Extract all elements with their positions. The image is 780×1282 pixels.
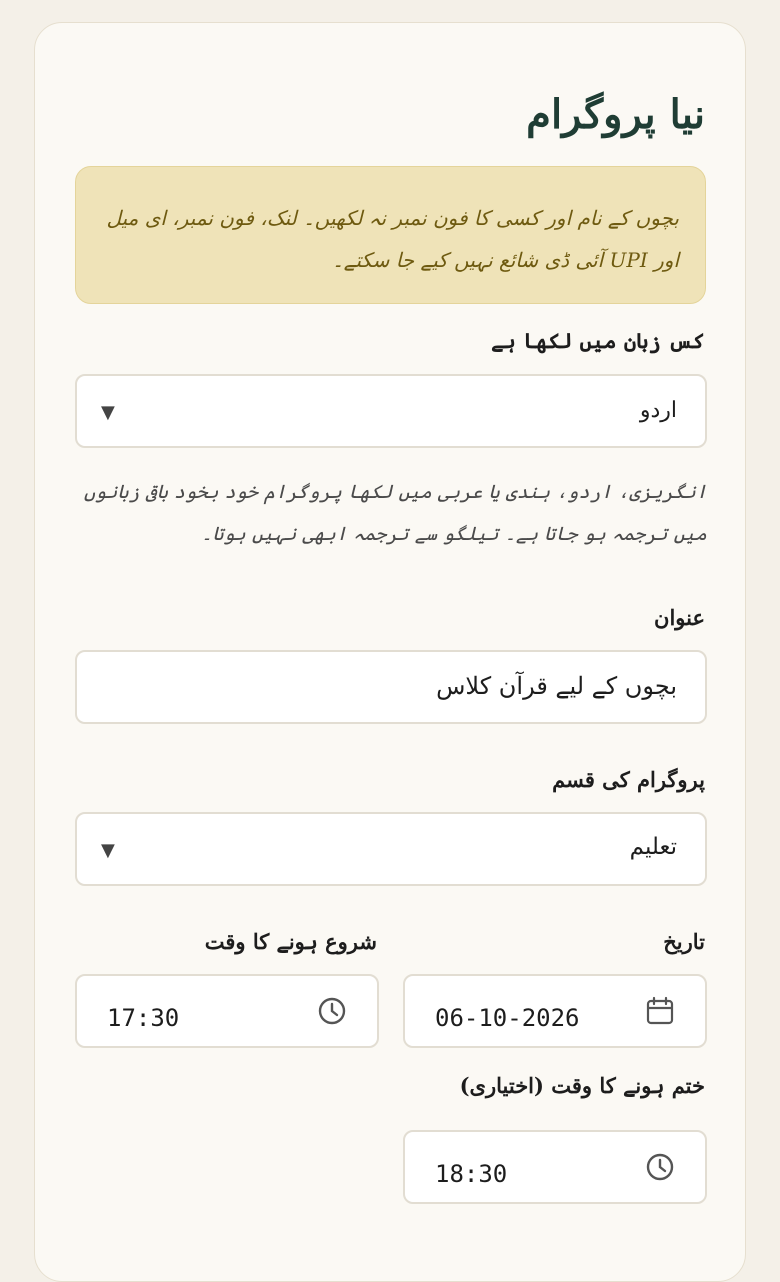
category-selected-value: تعلیم — [629, 834, 677, 860]
end-time-input[interactable] — [403, 1130, 707, 1204]
language-select[interactable] — [75, 374, 707, 448]
title-input-value: بچوں کے لیے قرآن کلاس — [436, 672, 677, 700]
privacy-notice — [75, 166, 706, 304]
chevron-down-icon: ▼ — [101, 402, 115, 423]
start-time-value: 17:30 — [107, 1004, 180, 1032]
date-label: تاریخ — [663, 929, 705, 954]
calendar-icon[interactable] — [645, 996, 675, 1026]
end-time-label: ختم ہونے کا وقت (اختیاری) — [459, 1073, 705, 1098]
end-time-value: 18:30 — [435, 1160, 508, 1188]
category-select[interactable] — [75, 812, 707, 886]
date-input-value: 06-10-2026 — [435, 1004, 580, 1032]
category-label: پروگرام کی قسم — [552, 767, 705, 792]
language-selected-value: اردو — [639, 398, 677, 423]
start-time-label: شروع ہونے کا وقت — [204, 929, 377, 954]
title-label: عنوان — [654, 605, 705, 630]
chevron-down-icon: ▼ — [101, 840, 115, 861]
page-title: نیا پروگرام — [526, 91, 705, 138]
language-help-text: انگریزی، اردو، ہندی یا عربی میں لکھا پروگرام خود بخود باقی زبانوں میں ترجمہ ہو جاتا ہے۔ تیلگو سے ترجمہ ابھی نہیں ہوتا۔ — [83, 481, 707, 545]
privacy-notice-text: بچوں کے نام اور کسی کا فون نمبر نہ لکھیں۔ لنک، فون نمبر، ای میل اور UPI آئی ڈی شائع نہیں کیے جا سکتے۔ — [106, 206, 679, 272]
language-label: کس زبان میں لکھا ہے — [491, 328, 705, 353]
clock-icon[interactable] — [317, 996, 347, 1026]
clock-icon[interactable] — [645, 1152, 675, 1182]
new-program-form-card — [34, 22, 746, 1282]
start-time-input[interactable] — [75, 974, 379, 1048]
title-input[interactable] — [75, 650, 707, 724]
date-input[interactable] — [403, 974, 707, 1048]
